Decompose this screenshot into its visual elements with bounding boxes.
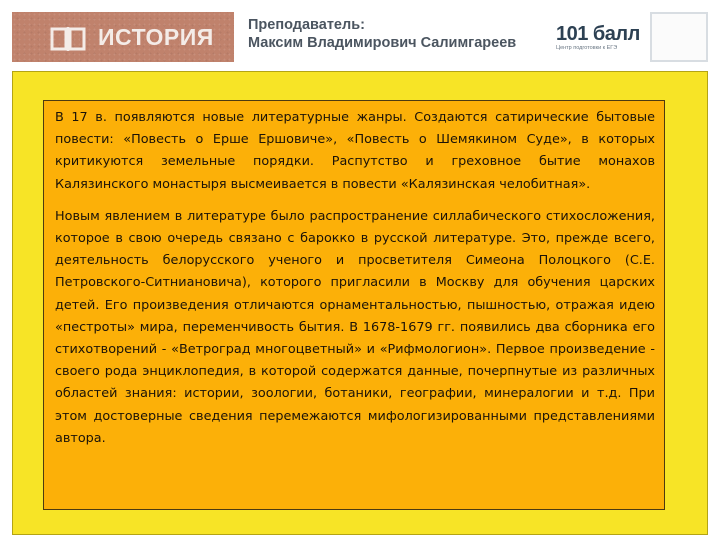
paragraph-syllabic-verse: Новым явлением в литературе было распространение силлабического стихосложения, которое в свою очередь связано с барокко в русской литературе. Это, прежде всего, деятельность белорусского ученого и просветителя Симеона Полоцкого (С.Е. Петровского-Ситниановича), которого пригласили в Москву для обучения царских детей. Его произведения отличаются орнаментальностью, пышностью, отражая идею «пестроты» мира, переменчивость бытия. В 1678-1679 гг. появились два сборника его стихотворений - «Ветроград многоцветный» и «Рифмологион». Первое произведение - своего рода энциклопедия, в которой содержатся данные, почерпнутые из различных областей знания: истории, зоологии, ботаники, географии, минералогии и т.д. При этом достоверные сведения перемежаются мифологизированными представлениями автора. — [55, 208, 655, 446]
subject-title: ИСТОРИЯ — [98, 24, 214, 50]
subject-banner — [12, 12, 234, 62]
school-logo — [556, 24, 640, 51]
logo-title: 101 балл — [556, 23, 640, 45]
teacher-info — [248, 16, 516, 52]
teacher-name: Максим Владимирович Салимгареев — [248, 35, 517, 51]
logo-subtitle: Центр подготовки к ЕГЭ — [556, 45, 618, 51]
header — [0, 0, 720, 68]
open-book-icon — [50, 26, 86, 52]
paragraph-literary-genres: В 17 в. появляются новые литературные жанры. Создаются сатирические бытовые повести: «Повесть о Ерше Ершовиче», «Повесть о Шемякином Суде», в которых критикуются земельные порядки. Распутство и греховное бытие монахов Калязинского монастыря высмеивается в повести «Калязинская челобитная». — [55, 110, 655, 192]
corner-frame — [650, 12, 708, 62]
teacher-label: Преподаватель: — [248, 17, 365, 33]
text-panel — [43, 100, 665, 510]
